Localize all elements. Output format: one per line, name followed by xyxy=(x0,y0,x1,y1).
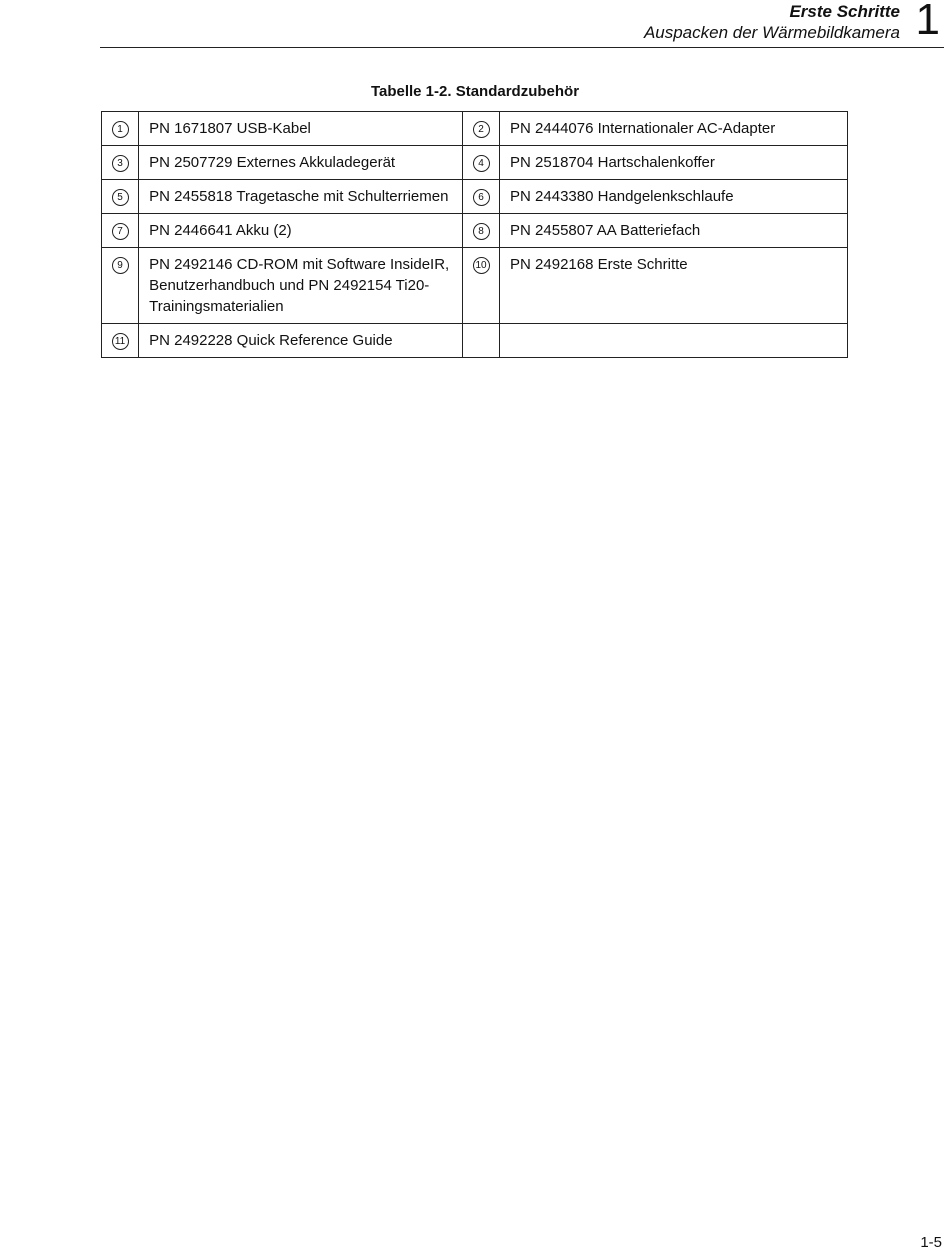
item-description: PN 2446641 Akku (2) xyxy=(139,214,463,248)
item-number-cell xyxy=(462,214,499,248)
item-number-cell xyxy=(462,248,499,324)
item-description: PN 1671807 USB-Kabel xyxy=(139,112,463,146)
empty-number-cell xyxy=(462,324,499,358)
item-description: PN 2443380 Handgelenkschlaufe xyxy=(500,180,848,214)
item-description: PN 2492146 CD-ROM mit Software InsideIR, Benutzerhandbuch und PN 2492154 Ti20-Trainingsmaterialien xyxy=(139,248,463,324)
item-number-cell xyxy=(102,248,139,324)
circled-number: 4 xyxy=(473,155,490,172)
empty-description-cell xyxy=(500,324,848,358)
section-title: Auspacken der Wärmebildkamera xyxy=(643,23,900,42)
item-description: PN 2455818 Tragetasche mit Schulterriemen xyxy=(139,180,463,214)
table-row xyxy=(102,214,848,248)
circled-number: 11 xyxy=(112,333,129,350)
item-description: PN 2455807 AA Batteriefach xyxy=(500,214,848,248)
item-number-cell xyxy=(102,324,139,358)
item-number-cell xyxy=(102,146,139,180)
item-description: PN 2518704 Hartschalenkoffer xyxy=(500,146,848,180)
table-caption: Tabelle 1-2. Standardzubehör xyxy=(370,83,580,100)
circled-number: 8 xyxy=(473,223,490,240)
item-number-cell xyxy=(102,180,139,214)
header-titles xyxy=(644,0,900,43)
item-number-cell xyxy=(462,180,499,214)
page-header xyxy=(100,0,944,48)
circled-number: 6 xyxy=(473,189,490,206)
circled-number: 2 xyxy=(473,121,490,138)
item-number-cell xyxy=(462,146,499,180)
item-description: PN 2492228 Quick Reference Guide xyxy=(139,324,463,358)
circled-number: 10 xyxy=(473,257,490,274)
table-row xyxy=(102,248,848,324)
item-description: PN 2507729 Externes Akkuladegerät xyxy=(139,146,463,180)
accessories-table xyxy=(101,111,848,358)
table-row xyxy=(102,324,848,358)
item-number-cell xyxy=(462,112,499,146)
item-number-cell xyxy=(102,112,139,146)
item-number-cell xyxy=(102,214,139,248)
item-description: PN 2492168 Erste Schritte xyxy=(500,248,848,324)
circled-number: 3 xyxy=(112,155,129,172)
circled-number: 9 xyxy=(112,257,129,274)
table-row xyxy=(102,112,848,146)
chapter-title: Erste Schritte xyxy=(789,2,900,21)
circled-number: 1 xyxy=(112,121,129,138)
circled-number: 5 xyxy=(112,189,129,206)
page-number: 1-5 xyxy=(920,1234,942,1251)
table-row xyxy=(102,180,848,214)
circled-number: 7 xyxy=(112,223,129,240)
chapter-number: 1 xyxy=(915,0,940,44)
table-row xyxy=(102,146,848,180)
item-description: PN 2444076 Internationaler AC-Adapter xyxy=(500,112,848,146)
